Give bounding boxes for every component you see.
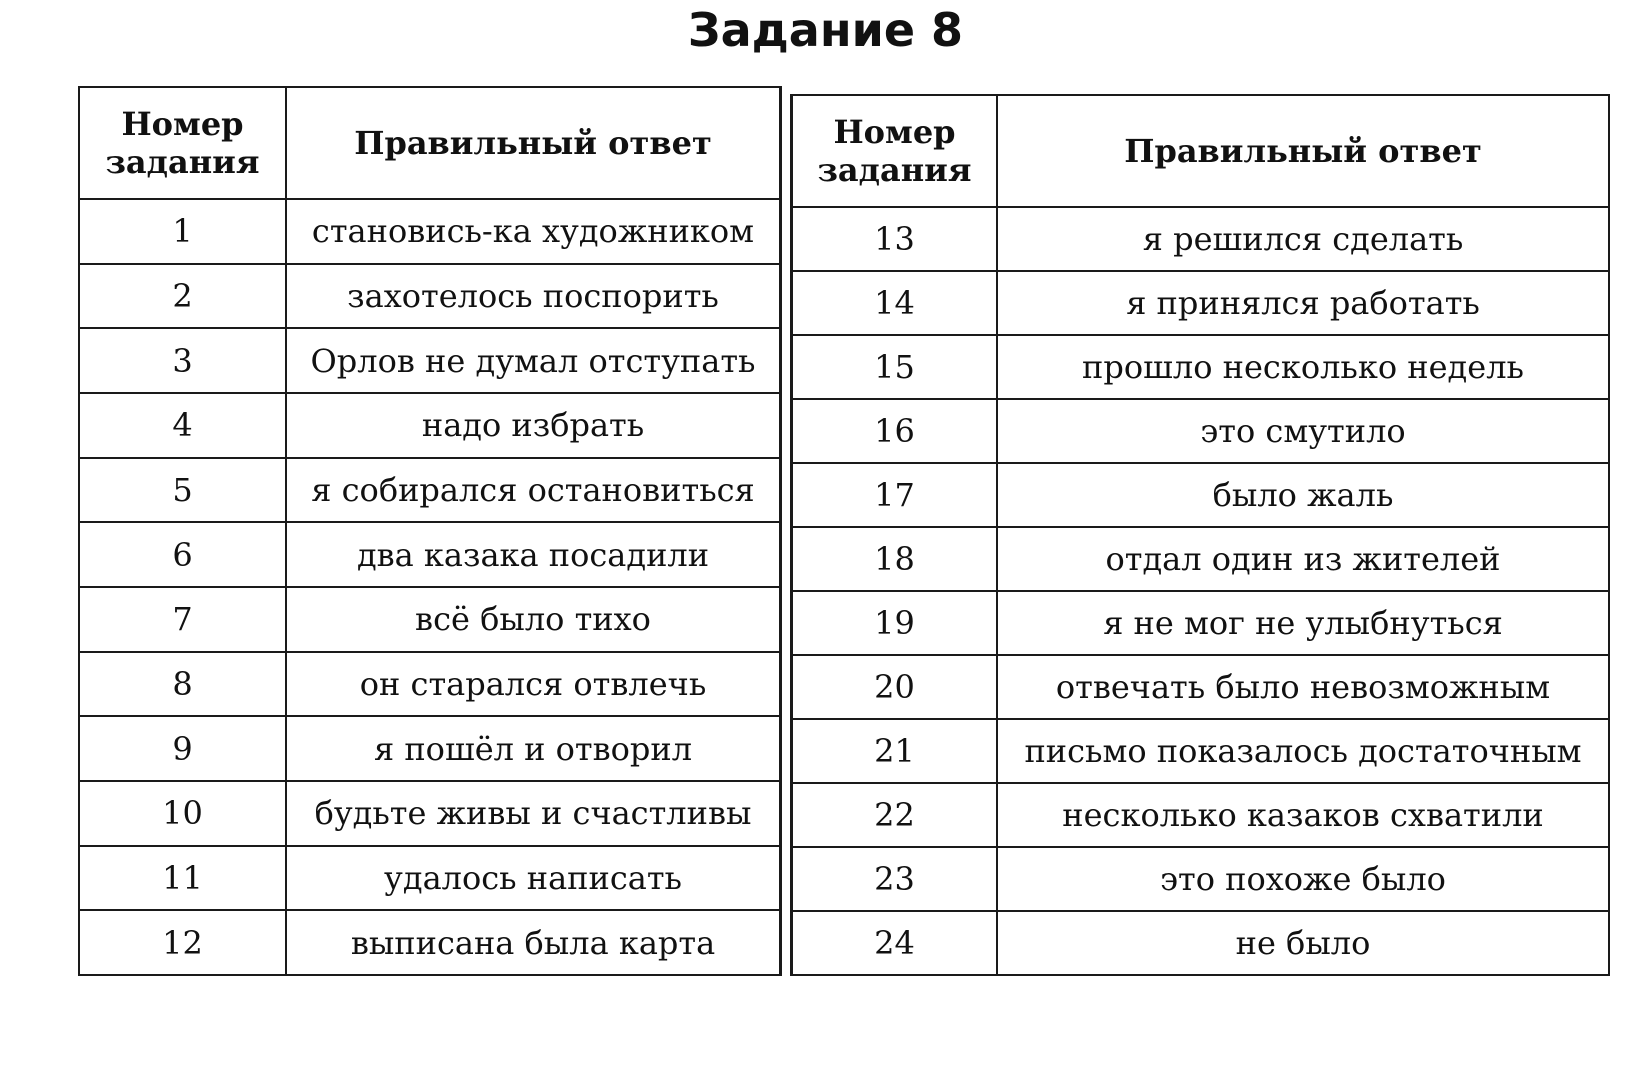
answer-cell: я не мог не улыбнуться [997, 591, 1609, 655]
table-row [79, 910, 781, 975]
answer-table-left [78, 86, 782, 976]
table-row [792, 399, 1610, 463]
table-row [792, 207, 1610, 271]
task-number-cell: 2 [79, 264, 286, 329]
table-row [79, 393, 781, 458]
answer-cell: это смутило [997, 399, 1609, 463]
header-row [792, 95, 1610, 207]
task-number-cell: 11 [79, 846, 286, 911]
task-number-cell: 24 [792, 911, 998, 975]
table-row [79, 587, 781, 652]
table-row [79, 716, 781, 781]
answer-cell: прошло несколько недель [997, 335, 1609, 399]
table-row [792, 783, 1610, 847]
answer-cell: выписана была карта [286, 910, 781, 975]
table-row [79, 328, 781, 393]
task-number-cell: 22 [792, 783, 998, 847]
page-title: Задание 8 [687, 3, 964, 57]
table-row [79, 264, 781, 329]
table-row [792, 591, 1610, 655]
answer-cell: я пошёл и отворил [286, 716, 781, 781]
answer-cell: отдал один из жителей [997, 527, 1609, 591]
table-row [792, 335, 1610, 399]
table-row [792, 719, 1610, 783]
table-row [792, 527, 1610, 591]
table-row [79, 781, 781, 846]
answer-cell: это похоже было [997, 847, 1609, 911]
task-number-cell: 20 [792, 655, 998, 719]
table-row [792, 847, 1610, 911]
answer-cell: несколько казаков схватили [997, 783, 1609, 847]
answer-cell: Орлов не думал отступать [286, 328, 781, 393]
task-number-cell: 3 [79, 328, 286, 393]
answer-cell: отвечать было невозможным [997, 655, 1609, 719]
header-task-number: Номер задания [79, 87, 286, 199]
table-row [79, 846, 781, 911]
answer-cell: удалось написать [286, 846, 781, 911]
task-number-cell: 13 [792, 207, 998, 271]
task-number-cell: 18 [792, 527, 998, 591]
task-number-cell: 7 [79, 587, 286, 652]
table-row [792, 655, 1610, 719]
table-row [79, 199, 781, 264]
answer-cell: письмо показалось достаточным [997, 719, 1609, 783]
table-row [792, 911, 1610, 975]
answer-cell: я принялся работать [997, 271, 1609, 335]
answer-table-right [790, 94, 1610, 976]
answer-cell: не было [997, 911, 1609, 975]
answer-cell: я решился сделать [997, 207, 1609, 271]
table-divider [782, 86, 790, 976]
answer-cell: всё было тихо [286, 587, 781, 652]
header-correct-answer: Правильный ответ [997, 95, 1609, 207]
answer-cell: будьте живы и счастливы [286, 781, 781, 846]
task-number-cell: 19 [792, 591, 998, 655]
table-row [79, 458, 781, 523]
answer-cell: я собирался остановиться [286, 458, 781, 523]
answer-table-right-body [792, 207, 1610, 975]
header-row [79, 87, 781, 199]
task-number-cell: 5 [79, 458, 286, 523]
task-number-cell: 16 [792, 399, 998, 463]
answer-cell: было жаль [997, 463, 1609, 527]
task-number-cell: 10 [79, 781, 286, 846]
task-number-cell: 23 [792, 847, 998, 911]
answer-cell: он старался отвлечь [286, 652, 781, 717]
answer-cell: становись-ка художником [286, 199, 781, 264]
task-number-cell: 12 [79, 910, 286, 975]
task-number-cell: 8 [79, 652, 286, 717]
table-row [79, 522, 781, 587]
task-number-cell: 15 [792, 335, 998, 399]
task-number-cell: 4 [79, 393, 286, 458]
task-number-cell: 1 [79, 199, 286, 264]
answer-cell: надо избрать [286, 393, 781, 458]
task-number-cell: 17 [792, 463, 998, 527]
table-row [792, 271, 1610, 335]
task-number-cell: 21 [792, 719, 998, 783]
answer-table-left-body [79, 199, 781, 975]
header-correct-answer: Правильный ответ [286, 87, 781, 199]
task-number-cell: 6 [79, 522, 286, 587]
table-row [792, 463, 1610, 527]
task-number-cell: 14 [792, 271, 998, 335]
answer-cell: два казака посадили [286, 522, 781, 587]
answer-cell: захотелось поспорить [286, 264, 781, 329]
task-number-cell: 9 [79, 716, 286, 781]
header-task-number: Номер задания [792, 95, 998, 207]
table-row [79, 652, 781, 717]
answer-tables [78, 86, 1610, 976]
